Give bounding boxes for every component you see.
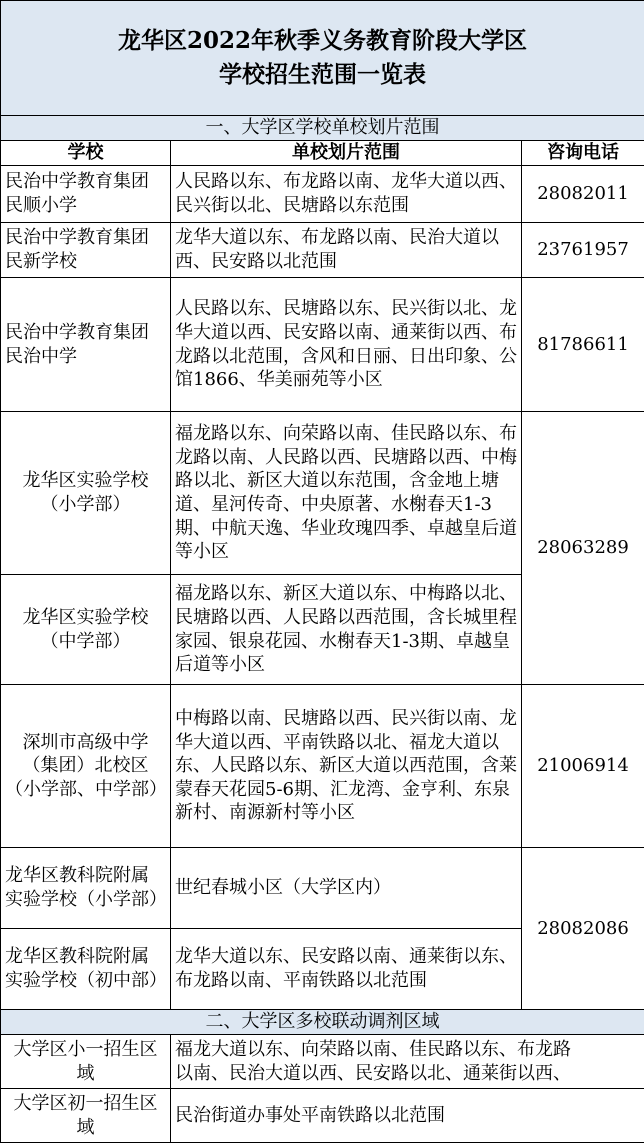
zoning-range: 世纪春城小区（大学区内） <box>171 848 522 929</box>
zoning-range: 龙华大道以东、布龙路以南、民治大道以西、民安路以北范围 <box>171 223 522 278</box>
zone-range: 民治街道办事处平南铁路以北范围 <box>171 1089 644 1143</box>
header-phone: 咨询电话 <box>522 141 644 166</box>
zoning-range: 中梅路以南、民塘路以西、民兴街以南、龙华大道以西、平南铁路以北、福龙大道以东、人民路以东、新区大道以西范围，含莱蒙春天花园5-6期、汇龙湾、金亨利、东泉新村、南源新村等小区 <box>171 685 522 848</box>
table-row <box>1 166 644 223</box>
section-1-label: 一、大学区学校单校划片范围 <box>1 116 644 141</box>
zoning-range: 龙华大道以东、民安路以南、通莱街以东、布龙路以南、平南铁路以北范围 <box>171 929 522 1010</box>
school-name: 龙华区实验学校（小学部） <box>1 412 171 575</box>
header-school: 学校 <box>1 141 171 166</box>
table-row <box>1 685 644 848</box>
page-title <box>1 1 644 116</box>
zoning-range: 福龙路以东、新区大道以东、中梅路以北、民塘路以西、人民路以西范围，含长城里程家园、银泉花园、水榭春天1-3期、卓越皇后道等小区 <box>171 575 522 685</box>
school-name: 民治中学教育集团民新学校 <box>1 223 171 278</box>
header-range: 单校划片范围 <box>171 141 522 166</box>
school-name: 民治中学教育集团民治中学 <box>1 278 171 412</box>
section-2-label: 二、大学区多校联动调剂区域 <box>1 1010 644 1035</box>
zone-range-line-1: 福龙大道以东、向荣路以南、佳民路以东、布龙路 <box>175 1038 571 1060</box>
phone-number: 21006914 <box>522 685 644 848</box>
title-line-2: 学校招生范围一览表 <box>219 61 427 88</box>
zone-name: 大学区小一招生区域 <box>1 1035 171 1089</box>
table-row <box>1 412 644 575</box>
header-row <box>1 141 644 166</box>
phone-number: 28063289 <box>522 412 644 685</box>
section-row <box>1 116 644 141</box>
zone-name: 大学区初一招生区域 <box>1 1089 171 1143</box>
school-name: 龙华区教科院附属实验学校（初中部） <box>1 929 171 1010</box>
phone-number: 23761957 <box>522 223 644 278</box>
table-row <box>1 223 644 278</box>
zoning-range: 福龙路以东、向荣路以南、佳民路以东、布龙路以南、人民路以西、民塘路以西、中梅路以北、新区大道以东范围，含金地上塘道、星河传奇、中央原著、水榭春天1-3期、中航天逸、华业玫瑰四季、卓越皇后道等小区 <box>171 412 522 575</box>
zone-range <box>171 1035 644 1089</box>
zone-range-line-2: 以南、民治大道以西、民安路以北、通莱街以西、 <box>175 1062 571 1084</box>
title-line-1: 龙华区2022年秋季义务教育阶段大学区 <box>118 27 528 54</box>
phone-number: 28082086 <box>522 848 644 1010</box>
zoning-range: 人民路以东、民塘路以东、民兴街以北、龙华大道以西、民安路以南、通莱街以西、布龙路以北范围，含风和日丽、日出印象、公馆1866、华美丽苑等小区 <box>171 278 522 412</box>
school-name: 民治中学教育集团民顺小学 <box>1 166 171 223</box>
section-row <box>1 1010 644 1035</box>
table-row <box>1 848 644 929</box>
phone-number: 81786611 <box>522 278 644 412</box>
school-name: 深圳市高级中学（集团）北校区（小学部、中学部） <box>1 685 171 848</box>
title-row <box>1 1 644 116</box>
school-name: 龙华区实验学校（中学部） <box>1 575 171 685</box>
table-row <box>1 1035 644 1089</box>
school-name: 龙华区教科院附属实验学校（小学部） <box>1 848 171 929</box>
phone-number: 28082011 <box>522 166 644 223</box>
table-row <box>1 278 644 412</box>
table-row <box>1 1089 644 1143</box>
zoning-range: 人民路以东、布龙路以南、龙华大道以西、民兴街以北、民塘路以东范围 <box>171 166 522 223</box>
